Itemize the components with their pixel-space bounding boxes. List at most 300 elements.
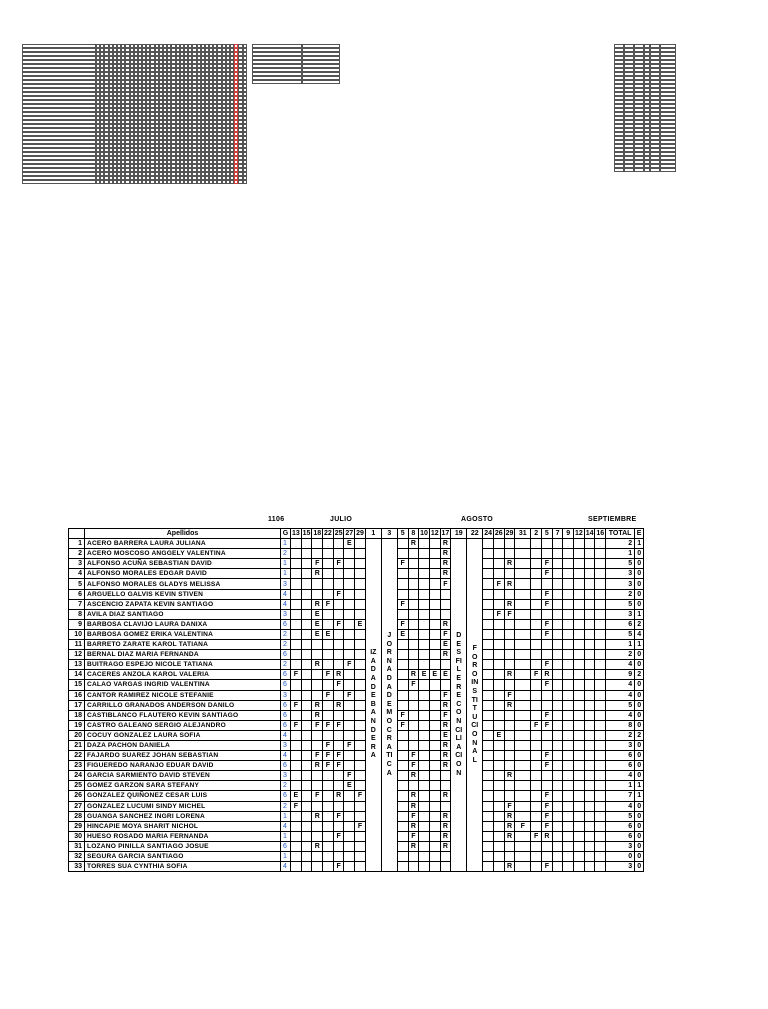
attendance-cell	[493, 831, 504, 841]
table-row	[69, 680, 644, 690]
student-name: BARRETO ZARATE KAROL TATIANA	[85, 640, 281, 650]
attendance-cell	[429, 599, 440, 609]
attendance-cell	[344, 650, 355, 660]
attendance-cell	[574, 660, 585, 670]
student-extra: 2	[635, 670, 644, 680]
attendance-cell	[595, 609, 606, 619]
attendance-cell	[504, 740, 515, 750]
attendance-mark: F	[408, 751, 419, 761]
student-group: 2	[281, 801, 291, 811]
attendance-cell	[301, 559, 312, 569]
attendance-mark: F	[408, 831, 419, 841]
attendance-cell	[333, 539, 344, 549]
attendance-cell	[483, 579, 494, 589]
attendance-cell	[563, 831, 574, 841]
attendance-cell	[483, 549, 494, 559]
attendance-cell	[291, 730, 302, 740]
attendance-cell	[429, 549, 440, 559]
student-total: 4	[606, 710, 635, 720]
attendance-cell	[429, 862, 440, 872]
attendance-cell	[333, 740, 344, 750]
attendance-cell	[493, 670, 504, 680]
attendance-cell	[312, 549, 323, 559]
attendance-mark: R	[440, 761, 451, 771]
attendance-cell	[563, 852, 574, 862]
attendance-mark: F	[440, 579, 451, 589]
attendance-cell	[301, 841, 312, 851]
header-date: 7	[552, 529, 563, 539]
attendance-cell	[397, 771, 408, 781]
attendance-cell	[493, 629, 504, 639]
attendance-cell	[552, 730, 563, 740]
attendance-mark: E	[440, 640, 451, 650]
attendance-cell	[515, 801, 531, 811]
attendance-cell	[483, 539, 494, 549]
attendance-mark: F	[440, 710, 451, 720]
attendance-cell	[397, 791, 408, 801]
attendance-cell	[301, 700, 312, 710]
student-extra: 0	[635, 771, 644, 781]
attendance-mark: E	[493, 730, 504, 740]
attendance-mark: R	[440, 619, 451, 629]
attendance-cell	[563, 629, 574, 639]
table-row	[69, 841, 644, 851]
attendance-cell	[584, 549, 595, 559]
attendance-cell	[552, 599, 563, 609]
attendance-mark: F	[344, 690, 355, 700]
row-number: 14	[69, 670, 85, 680]
attendance-mark: F	[542, 811, 553, 821]
attendance-cell	[563, 660, 574, 670]
attendance-cell	[584, 599, 595, 609]
student-name: CASTIBLANCO FLAUTERO KEVIN SANTIAGO	[85, 710, 281, 720]
attendance-cell	[584, 761, 595, 771]
attendance-cell	[552, 821, 563, 831]
attendance-cell	[493, 589, 504, 599]
attendance-cell	[531, 700, 542, 710]
attendance-cell	[595, 700, 606, 710]
student-total: 8	[606, 720, 635, 730]
student-extra: 0	[635, 740, 644, 750]
attendance-cell	[515, 852, 531, 862]
attendance-cell	[323, 841, 334, 851]
attendance-cell	[515, 670, 531, 680]
attendance-cell	[440, 599, 451, 609]
attendance-cell	[515, 549, 531, 559]
attendance-cell	[515, 569, 531, 579]
attendance-cell	[531, 539, 542, 549]
student-name: BARBOSA CLAVIJO LAURA DANIXA	[85, 619, 281, 629]
student-group: 6	[281, 710, 291, 720]
attendance-cell	[291, 660, 302, 670]
attendance-mark: R	[504, 831, 515, 841]
row-number: 33	[69, 862, 85, 872]
attendance-cell	[595, 539, 606, 549]
attendance-cell	[291, 589, 302, 599]
attendance-cell	[531, 549, 542, 559]
attendance-cell	[419, 781, 430, 791]
attendance-cell	[344, 730, 355, 740]
attendance-mark: R	[440, 559, 451, 569]
attendance-cell	[574, 539, 585, 549]
attendance-cell	[515, 771, 531, 781]
attendance-cell	[429, 640, 440, 650]
attendance-cell	[355, 680, 366, 690]
attendance-cell	[552, 680, 563, 690]
attendance-cell	[355, 569, 366, 579]
attendance-cell	[301, 710, 312, 720]
attendance-cell	[344, 841, 355, 851]
row-number: 19	[69, 720, 85, 730]
attendance-cell	[563, 710, 574, 720]
attendance-cell	[552, 801, 563, 811]
attendance-cell	[408, 640, 419, 650]
attendance-mark: E	[419, 670, 430, 680]
attendance-cell	[355, 852, 366, 862]
student-name: ALFONSO MORALES EDGAR DAVID	[85, 569, 281, 579]
student-group: 6	[281, 650, 291, 660]
student-name: COCUY GONZALEZ LAURA SOFIA	[85, 730, 281, 740]
attendance-cell	[344, 609, 355, 619]
attendance-cell	[429, 579, 440, 589]
attendance-cell	[483, 660, 494, 670]
attendance-mark: F	[333, 680, 344, 690]
student-name: SEGURA GARCIA SANTIAGO	[85, 852, 281, 862]
attendance-cell	[552, 640, 563, 650]
attendance-cell	[408, 650, 419, 660]
attendance-cell	[563, 539, 574, 549]
attendance-cell	[429, 700, 440, 710]
attendance-cell	[397, 650, 408, 660]
student-group: 4	[281, 730, 291, 740]
attendance-mark: R	[440, 791, 451, 801]
attendance-cell	[515, 579, 531, 589]
student-extra: 0	[635, 710, 644, 720]
attendance-cell	[419, 549, 430, 559]
student-group: 3	[281, 740, 291, 750]
attendance-cell	[333, 599, 344, 609]
header-date: 22	[324, 530, 332, 538]
student-extra: 1	[635, 640, 644, 650]
attendance-cell	[355, 700, 366, 710]
attendance-cell	[419, 629, 430, 639]
attendance-cell	[301, 771, 312, 781]
attendance-mark: F	[542, 751, 553, 761]
thumbnail-cell	[614, 168, 624, 172]
student-name: DAZA PACHON DANIELA	[85, 740, 281, 750]
attendance-cell	[301, 862, 312, 872]
student-total: 4	[606, 660, 635, 670]
attendance-cell	[483, 841, 494, 851]
attendance-cell	[408, 569, 419, 579]
student-total: 6	[606, 619, 635, 629]
attendance-cell	[323, 609, 334, 619]
student-extra: 0	[635, 569, 644, 579]
attendance-cell	[397, 730, 408, 740]
student-extra: 0	[635, 831, 644, 841]
attendance-mark: R	[312, 569, 323, 579]
attendance-cell	[552, 629, 563, 639]
header-date: 12	[430, 530, 439, 538]
attendance-cell	[419, 791, 430, 801]
attendance-mark: F	[504, 690, 515, 700]
student-extra: 0	[635, 549, 644, 559]
attendance-cell	[531, 811, 542, 821]
attendance-cell	[542, 852, 553, 862]
attendance-mark: F	[344, 660, 355, 670]
attendance-cell	[312, 821, 323, 831]
attendance-mark: F	[542, 761, 553, 771]
attendance-cell	[355, 720, 366, 730]
attendance-cell	[301, 831, 312, 841]
attendance-cell	[429, 559, 440, 569]
attendance-cell	[419, 559, 430, 569]
attendance-cell	[595, 771, 606, 781]
attendance-mark: F	[344, 771, 355, 781]
attendance-cell	[301, 730, 312, 740]
attendance-cell	[355, 710, 366, 720]
attendance-cell	[301, 660, 312, 670]
header-date: 29	[356, 530, 364, 538]
attendance-cell	[419, 740, 430, 750]
table-header-row	[69, 529, 644, 539]
attendance-cell	[312, 640, 323, 650]
attendance-cell	[563, 801, 574, 811]
attendance-cell	[515, 710, 531, 720]
attendance-mark: R	[312, 599, 323, 609]
attendance-cell	[504, 751, 515, 761]
attendance-cell	[333, 841, 344, 851]
attendance-mark: F	[323, 720, 334, 730]
attendance-cell	[493, 640, 504, 650]
attendance-cell	[493, 771, 504, 781]
attendance-mark: E	[323, 629, 334, 639]
attendance-cell	[493, 599, 504, 609]
student-group: 3	[281, 609, 291, 619]
attendance-cell	[552, 791, 563, 801]
table-row	[69, 730, 644, 740]
attendance-mark: F	[542, 589, 553, 599]
attendance-cell	[574, 609, 585, 619]
attendance-mark: R	[440, 811, 451, 821]
attendance-cell	[397, 660, 408, 670]
attendance-mark: F	[323, 690, 334, 700]
attendance-cell	[552, 569, 563, 579]
attendance-cell	[291, 852, 302, 862]
attendance-cell	[574, 569, 585, 579]
attendance-cell	[397, 831, 408, 841]
student-group: 6	[281, 720, 291, 730]
attendance-cell	[408, 609, 419, 619]
attendance-mark: R	[333, 791, 344, 801]
attendance-cell	[595, 841, 606, 851]
attendance-cell	[408, 549, 419, 559]
attendance-cell	[504, 640, 515, 650]
student-group: 6	[281, 700, 291, 710]
attendance-cell	[515, 811, 531, 821]
attendance-cell	[429, 751, 440, 761]
attendance-cell	[584, 569, 595, 579]
attendance-cell	[312, 579, 323, 589]
student-group: 2	[281, 640, 291, 650]
attendance-cell	[595, 629, 606, 639]
attendance-mark: E	[291, 791, 302, 801]
attendance-mark: R	[440, 569, 451, 579]
student-total: 9	[606, 670, 635, 680]
month-july: JULIO	[330, 516, 353, 523]
attendance-cell	[563, 670, 574, 680]
student-name: FAJARDO SUAREZ JOHAN SEBASTIAN	[85, 751, 281, 761]
student-extra: 1	[635, 781, 644, 791]
attendance-cell	[504, 720, 515, 730]
attendance-cell	[504, 629, 515, 639]
attendance-cell	[552, 720, 563, 730]
attendance-cell	[563, 821, 574, 831]
attendance-cell	[563, 680, 574, 690]
attendance-cell	[595, 751, 606, 761]
student-total: 3	[606, 740, 635, 750]
table-row	[69, 660, 644, 670]
attendance-cell	[595, 852, 606, 862]
attendance-cell	[323, 579, 334, 589]
table-row	[69, 831, 644, 841]
attendance-cell	[291, 650, 302, 660]
attendance-cell	[419, 569, 430, 579]
attendance-cell	[440, 589, 451, 599]
attendance-cell	[408, 710, 419, 720]
attendance-mark: R	[408, 539, 419, 549]
attendance-cell	[301, 629, 312, 639]
attendance-cell	[355, 670, 366, 680]
attendance-cell	[493, 650, 504, 660]
attendance-cell	[552, 700, 563, 710]
attendance-cell	[563, 761, 574, 771]
attendance-mark: R	[504, 599, 515, 609]
student-total: 5	[606, 559, 635, 569]
attendance-cell	[355, 539, 366, 549]
header-date: 12	[575, 530, 583, 538]
row-number: 5	[69, 579, 85, 589]
table-row	[69, 579, 644, 589]
attendance-cell	[355, 781, 366, 791]
attendance-cell	[408, 559, 419, 569]
attendance-cell	[515, 720, 531, 730]
attendance-cell	[504, 650, 515, 660]
header-date: 8	[408, 529, 419, 539]
attendance-cell	[504, 549, 515, 559]
attendance-cell	[291, 599, 302, 609]
attendance-cell	[542, 579, 553, 589]
student-group: 4	[281, 589, 291, 599]
attendance-cell	[355, 599, 366, 609]
attendance-cell	[483, 781, 494, 791]
header-date: 27	[345, 530, 354, 538]
attendance-cell	[355, 801, 366, 811]
attendance-cell	[344, 549, 355, 559]
attendance-mark: R	[440, 740, 451, 750]
attendance-cell	[397, 670, 408, 680]
attendance-cell	[291, 821, 302, 831]
attendance-cell	[531, 710, 542, 720]
attendance-cell	[323, 569, 334, 579]
attendance-cell	[291, 539, 302, 549]
attendance-cell	[584, 811, 595, 821]
attendance-cell	[595, 730, 606, 740]
student-extra: 0	[635, 720, 644, 730]
attendance-cell	[595, 599, 606, 609]
attendance-mark: F	[542, 569, 553, 579]
attendance-cell	[429, 791, 440, 801]
attendance-cell	[504, 680, 515, 690]
attendance-cell	[515, 761, 531, 771]
attendance-cell	[563, 569, 574, 579]
student-total: 4	[606, 690, 635, 700]
student-group: 1	[281, 852, 291, 862]
table-row	[69, 640, 644, 650]
attendance-mark: F	[344, 740, 355, 750]
student-name: HINCAPIE MOYA SHARIT NICHOL	[85, 821, 281, 831]
attendance-cell	[493, 751, 504, 761]
attendance-cell	[542, 740, 553, 750]
attendance-cell	[483, 852, 494, 862]
attendance-cell	[419, 720, 430, 730]
attendance-cell	[344, 579, 355, 589]
attendance-cell	[291, 569, 302, 579]
attendance-cell	[333, 609, 344, 619]
attendance-cell	[504, 730, 515, 740]
header-date: 16	[596, 530, 605, 538]
attendance-cell	[333, 710, 344, 720]
attendance-mark: R	[440, 720, 451, 730]
student-total: 6	[606, 821, 635, 831]
attendance-cell	[542, 841, 553, 851]
attendance-cell	[301, 650, 312, 660]
attendance-cell	[493, 821, 504, 831]
attendance-cell	[542, 549, 553, 559]
attendance-cell	[574, 720, 585, 730]
attendance-cell	[301, 852, 312, 862]
attendance-cell	[291, 629, 302, 639]
attendance-cell	[419, 710, 430, 720]
attendance-mark: F	[504, 801, 515, 811]
attendance-cell	[552, 589, 563, 599]
attendance-mark: R	[440, 751, 451, 761]
row-number: 13	[69, 660, 85, 670]
attendance-cell	[397, 700, 408, 710]
attendance-cell	[397, 841, 408, 851]
student-total: 3	[606, 569, 635, 579]
row-number: 6	[69, 589, 85, 599]
student-total: 3	[606, 862, 635, 872]
attendance-cell	[419, 821, 430, 831]
attendance-cell	[493, 862, 504, 872]
attendance-mark: F	[531, 670, 542, 680]
student-name: ASCENCIO ZAPATA KEVIN SANTIAGO	[85, 599, 281, 609]
attendance-cell	[323, 821, 334, 831]
attendance-mark: R	[408, 791, 419, 801]
attendance-cell	[301, 619, 312, 629]
attendance-cell	[574, 619, 585, 629]
attendance-cell	[595, 559, 606, 569]
attendance-mark: R	[542, 670, 553, 680]
student-group: 3	[281, 690, 291, 700]
student-group: 6	[281, 841, 291, 851]
attendance-mark: R	[312, 811, 323, 821]
attendance-cell	[584, 730, 595, 740]
row-number: 28	[69, 811, 85, 821]
attendance-cell	[483, 680, 494, 690]
attendance-cell	[397, 579, 408, 589]
